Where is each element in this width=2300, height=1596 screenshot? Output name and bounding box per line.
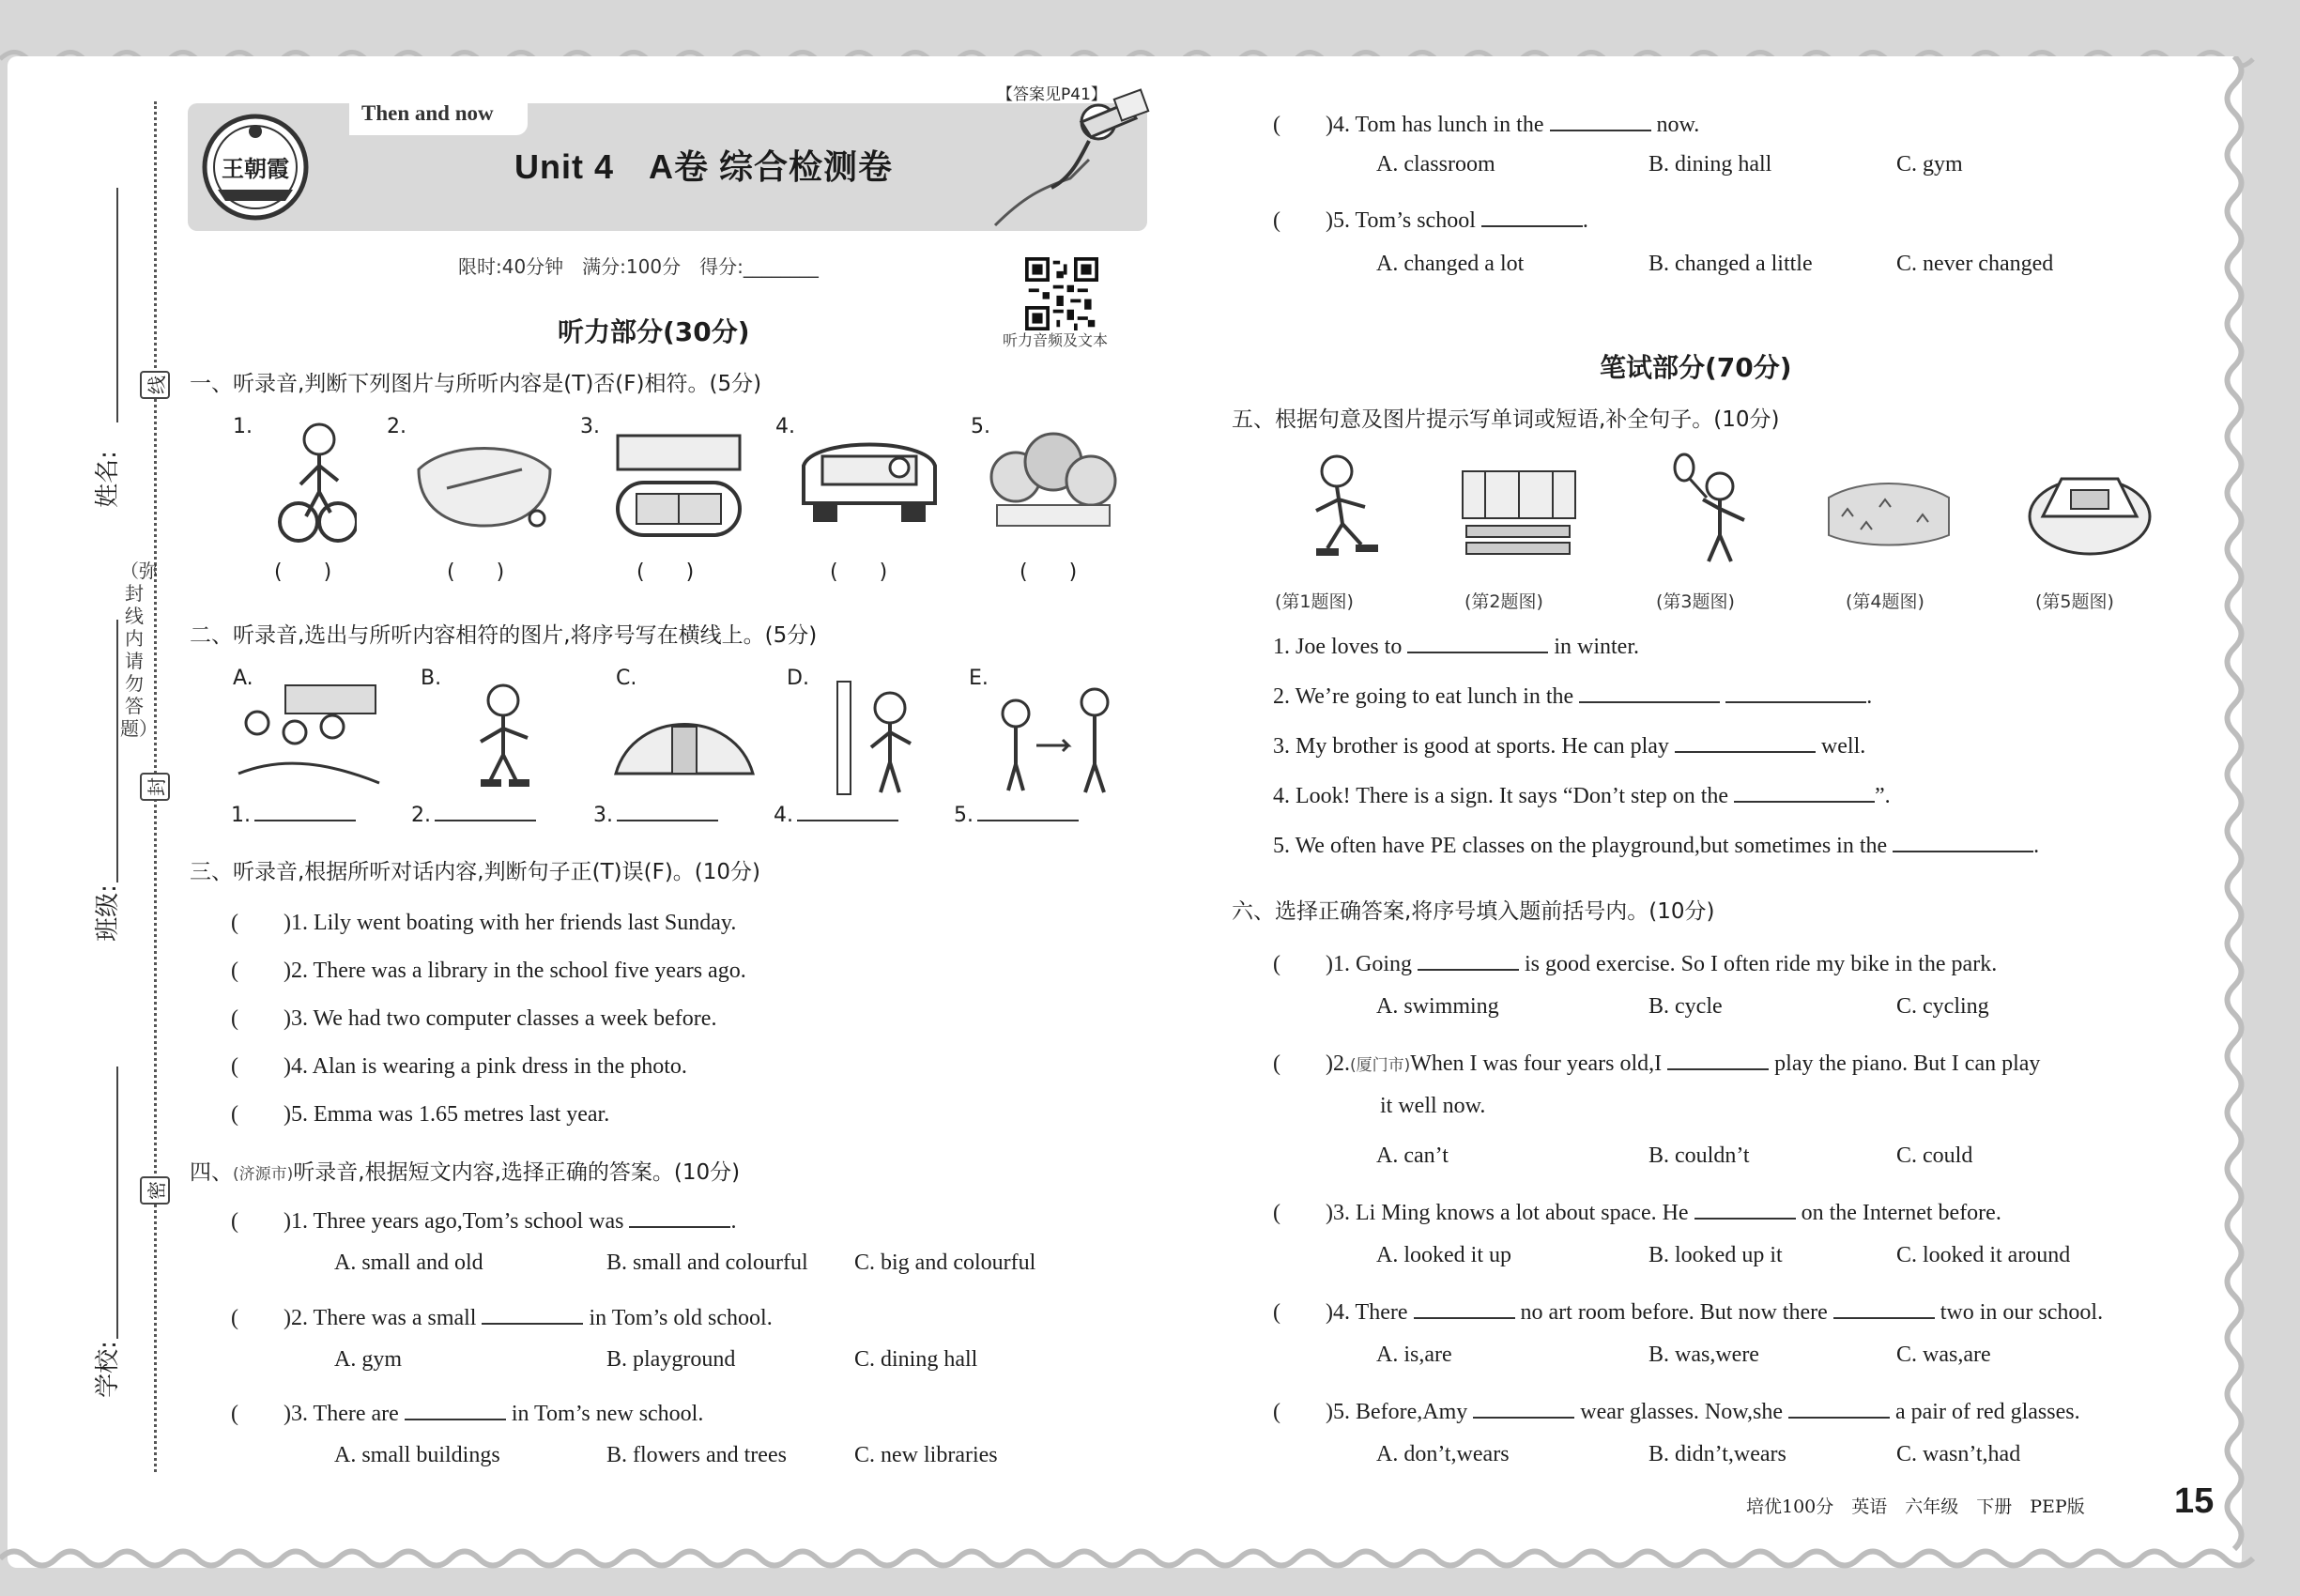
s5-q1-blank[interactable]	[1407, 635, 1548, 653]
s2-answer-4[interactable]	[774, 804, 898, 827]
s6-q5-opt-c: C. wasn’t,had	[1896, 1442, 2021, 1466]
s4-q3	[231, 1394, 703, 1427]
binding-note: （弥封线内请勿答题）	[120, 560, 158, 740]
s5-q3-text: 3. My brother is good at sports. He can play	[1273, 734, 1669, 759]
gym-building-picture	[2024, 464, 2155, 561]
s4-q2-opt-b: B. playground	[606, 1347, 736, 1372]
boy-with-telescope-illustration	[986, 84, 1155, 235]
s6-q4	[1273, 1293, 2103, 1326]
s6-q2-blank[interactable]	[1667, 1051, 1769, 1070]
s4-region-tag: (济源市)	[233, 1165, 294, 1184]
s2-letter-b: B.	[421, 667, 442, 690]
s5-q1-end: in winter.	[1554, 635, 1639, 659]
svg-text:王朝霞: 王朝霞	[222, 155, 289, 182]
s6-q1-text: ( )1. Going	[1273, 952, 1412, 976]
s5-q4-end: ”.	[1875, 784, 1891, 808]
s6-q1-opt-b: B. cycle	[1648, 994, 1723, 1019]
s2-answer-2-num: 2.	[411, 804, 431, 827]
s5-q4-text: 4. Look! There is a sign. It says “Don’t step on the	[1273, 784, 1729, 808]
s4-q2-opt-a: A. gym	[334, 1347, 402, 1372]
s5-q5-blank[interactable]	[1893, 834, 2033, 852]
s4-q4	[1273, 105, 1699, 138]
s6-q3-opt-a: A. looked it up	[1376, 1243, 1511, 1267]
s5-caption-3: (第3题图)	[1656, 591, 1735, 612]
s5-q4-blank[interactable]	[1734, 784, 1875, 803]
s4-q3-blank[interactable]	[405, 1402, 506, 1420]
s6-q5-mid: wear glasses. Now,she	[1580, 1400, 1783, 1424]
s1-num-2: 2.	[387, 415, 406, 438]
s1-answer-2[interactable]: ( )	[447, 560, 505, 584]
s2-answer-5[interactable]	[954, 804, 1079, 827]
s6-q1-opt-a: A. swimming	[1376, 994, 1499, 1019]
school-label: 学校:	[93, 1341, 122, 1398]
section-2-title: 二、听录音,选出与所听内容相符的图片,将序号写在横线上。(5分)	[190, 623, 818, 648]
s4-q1-end: .	[730, 1209, 737, 1234]
s5-q1	[1273, 635, 1639, 660]
s4-q4-text: ( )4. Tom has lunch in the	[1273, 113, 1544, 137]
s1-num-1: 1.	[233, 415, 253, 438]
s2-answer-3[interactable]	[593, 804, 718, 827]
s6-q2-opt-a: A. can’t	[1376, 1143, 1449, 1168]
qr-code[interactable]	[1025, 257, 1098, 330]
s4-q1-opt-a: A. small and old	[334, 1251, 483, 1275]
boy-cycling-picture	[272, 419, 357, 545]
s6-q2-end: play the piano. But I can play	[1774, 1051, 2041, 1076]
s6-q3-end: on the Internet before.	[1801, 1201, 2001, 1225]
s4-q5-opt-c: C. never changed	[1896, 252, 2054, 276]
s5-q5-end: .	[2033, 834, 2040, 858]
s6-q3-opt-b: B. looked up it	[1648, 1243, 1783, 1267]
writing-part-title: 笔试部分(70分)	[1600, 352, 1792, 383]
s4-q3-opt-b: B. flowers and trees	[606, 1443, 787, 1467]
school-playground-picture	[608, 426, 749, 541]
roller-skating-girl-picture	[460, 680, 544, 796]
s6-q5-blank-2[interactable]	[1788, 1400, 1890, 1419]
s4-q4-opt-b: B. dining hall	[1648, 152, 1772, 176]
s4-q5-end: .	[1582, 208, 1588, 233]
s6-q2-opt-b: B. couldn’t	[1648, 1143, 1750, 1168]
s4-q2-text: ( )2. There was a small	[231, 1306, 477, 1330]
s4-q1-text: ( )1. Three years ago,Tom’s school was	[231, 1209, 624, 1234]
class-field-line[interactable]	[116, 620, 118, 882]
skating-boy-picture	[1296, 451, 1389, 567]
s4-q1-opt-c: C. big and colourful	[854, 1251, 1036, 1275]
s4-title-main: 听录音,根据短文内容,选择正确的答案。(10分)	[293, 1160, 741, 1185]
s6-q5	[1273, 1392, 2080, 1425]
s3-item-5: ( )5. Emma was 1.65 metres last year.	[231, 1102, 610, 1127]
s4-q2-end: in Tom’s old school.	[589, 1306, 773, 1330]
s2-answer-1[interactable]	[231, 804, 356, 827]
s6-q4-text: ( )4. There	[1273, 1300, 1408, 1325]
s2-answer-4-line[interactable]	[797, 805, 898, 821]
s5-q5	[1273, 834, 2039, 859]
name-field-line[interactable]	[116, 188, 118, 422]
s6-q2-continuation: it well now.	[1380, 1094, 1486, 1118]
s5-caption-5: (第5题图)	[2035, 591, 2114, 612]
s6-q4-opt-c: C. was,are	[1896, 1343, 1991, 1367]
s6-q4-end: two in our school.	[1940, 1300, 2104, 1325]
s2-answer-4-num: 4.	[774, 804, 793, 827]
s6-q1-blank[interactable]	[1418, 952, 1519, 971]
s1-num-3: 3.	[580, 415, 600, 438]
s4-q1-opt-b: B. small and colourful	[606, 1251, 808, 1275]
s6-q3-blank[interactable]	[1694, 1201, 1796, 1220]
s1-answer-3[interactable]: ( )	[636, 560, 695, 584]
s4-q1-blank[interactable]	[629, 1209, 730, 1228]
s1-num-4: 4.	[775, 415, 795, 438]
s6-q2-text: ( )2.	[1273, 1051, 1350, 1076]
s6-q4-mid: no art room before. But now there	[1520, 1300, 1828, 1325]
s4-q3-opt-a: A. small buildings	[334, 1443, 500, 1467]
s1-answer-1[interactable]: ( )	[274, 560, 332, 584]
s4-q2-opt-c: C. dining hall	[854, 1347, 978, 1372]
s5-q1-text: 1. Joe loves to	[1273, 635, 1403, 659]
page-title: Unit 4 A卷 综合检测卷	[514, 147, 894, 186]
name-label: 姓名:	[93, 451, 122, 508]
s6-q3-opt-c: C. looked it around	[1896, 1243, 2071, 1267]
s6-q5-opt-a: A. don’t,wears	[1376, 1442, 1510, 1466]
s4-q4-blank[interactable]	[1550, 113, 1651, 131]
s5-q5-text: 5. We often have PE classes on the playground,but sometimes in the	[1273, 834, 1888, 858]
s1-num-5: 5.	[971, 415, 990, 438]
s2-answer-2[interactable]	[411, 804, 536, 827]
s4-q2-blank[interactable]	[482, 1306, 583, 1325]
s5-q3	[1273, 734, 1865, 760]
sports-meeting-picture	[229, 680, 383, 792]
s4-q3-text: ( )3. There are	[231, 1402, 399, 1426]
s2-answer-5-num: 5.	[954, 804, 974, 827]
s4-q4-opt-c: C. gym	[1896, 152, 1963, 176]
s5-q2-blank-2[interactable]	[1725, 684, 1866, 703]
s2-letter-e: E.	[969, 667, 989, 690]
s2-answer-2-line[interactable]	[435, 805, 536, 821]
s6-q4-blank-2[interactable]	[1833, 1300, 1935, 1319]
s2-letter-a: A.	[233, 667, 253, 690]
s4-q1	[231, 1202, 736, 1235]
s6-q4-opt-a: A. is,are	[1376, 1343, 1452, 1367]
binding-mark-close: 密	[140, 1176, 170, 1205]
s2-letter-c: C.	[616, 667, 637, 690]
s6-q5-text: ( )5. Before,Amy	[1273, 1400, 1468, 1424]
s4-q5-text: ( )5. Tom’s school	[1273, 208, 1476, 233]
s3-item-4: ( )4. Alan is wearing a pink dress in the photo.	[231, 1054, 687, 1079]
car-picture	[794, 419, 944, 537]
s4-q3-end: in Tom’s new school.	[511, 1402, 704, 1426]
s2-answer-5-line[interactable]	[977, 805, 1079, 821]
s6-q1-end: is good exercise. So I often ride my bike in the park.	[1524, 952, 1998, 976]
s5-q4	[1273, 784, 1891, 809]
section-3-title: 三、听录音,根据所听对话内容,判断句子正(T)误(F)。(10分)	[190, 860, 761, 884]
s6-q4-blank-1[interactable]	[1414, 1300, 1515, 1319]
grass-lawn-picture	[1823, 469, 1955, 554]
s6-q4-opt-b: B. was,were	[1648, 1343, 1759, 1367]
s4-q5-opt-b: B. changed a little	[1648, 252, 1813, 276]
s2-answer-3-num: 3.	[593, 804, 613, 827]
wavy-border-right	[2206, 56, 2262, 1558]
s4-q3-opt-c: C. new libraries	[854, 1443, 998, 1467]
section-1-title: 一、听录音,判断下列图片与所听内容是(T)否(F)相符。(5分)	[190, 372, 762, 396]
s4-q5-blank[interactable]	[1481, 208, 1583, 227]
boating-lake-picture	[409, 432, 560, 535]
wavy-border-bottom	[0, 1540, 2300, 1577]
s6-q5-opt-b: B. didn’t,wears	[1648, 1442, 1786, 1466]
s6-q3-text: ( )3. Li Ming knows a lot about space. He	[1273, 1201, 1689, 1225]
s4-q4-end: now.	[1656, 113, 1700, 137]
unit-subtitle: Then and now	[361, 101, 494, 125]
s6-q2-region-tag: (厦门市)	[1349, 1056, 1411, 1075]
s4-q5	[1273, 201, 1588, 234]
page-number: 15	[2174, 1481, 2215, 1521]
s2-letter-d: D.	[787, 667, 809, 690]
s3-item-1: ( )1. Lily went boating with her friends last Sunday.	[231, 911, 737, 935]
exam-meta: 限时:40分钟 满分:100分 得分:________	[458, 255, 819, 278]
book-footer: 培优100分 英语 六年级 下册 PEP版	[1746, 1496, 2085, 1517]
s5-caption-1: (第1题图)	[1275, 591, 1354, 612]
height-measure-boy-picture	[830, 678, 933, 800]
s3-item-3: ( )3. We had two computer classes a week before.	[231, 1006, 717, 1031]
s5-q2-blank-1[interactable]	[1579, 684, 1720, 703]
s5-q3-end: well.	[1820, 734, 1866, 759]
s5-q2-text: 2. We’re going to eat lunch in the	[1273, 684, 1574, 709]
section-6-title: 六、选择正确答案,将序号填入题前括号内。(10分)	[1232, 899, 1715, 924]
section-4-title	[190, 1155, 740, 1186]
badminton-boy-picture	[1665, 449, 1763, 567]
planetarium-building-picture	[606, 689, 762, 783]
s5-q2-end: .	[1866, 684, 1873, 709]
qr-caption: 听力音频及文本	[1003, 331, 1109, 349]
s5-caption-2: (第2题图)	[1464, 591, 1543, 612]
s4-title-pre: 四、	[190, 1160, 233, 1185]
s1-answer-5[interactable]: ( )	[1020, 560, 1078, 584]
trees-garden-picture	[988, 421, 1119, 533]
class-label: 班级:	[93, 884, 122, 942]
dining-hall-picture	[1457, 466, 1581, 560]
s4-q2	[231, 1298, 773, 1331]
s4-q5-opt-a: A. changed a lot	[1376, 252, 1525, 276]
s6-q3	[1273, 1193, 2001, 1226]
s6-q1	[1273, 944, 1997, 977]
section-5-title: 五、根据句意及图片提示写单词或短语,补全句子。(10分)	[1232, 407, 1780, 432]
s1-answer-4[interactable]: ( )	[830, 560, 888, 584]
s6-q5-end: a pair of red glasses.	[1895, 1400, 2080, 1424]
s3-item-2: ( )2. There was a library in the school five years ago.	[231, 959, 746, 983]
school-field-line[interactable]	[116, 1067, 118, 1339]
s6-q5-blank-1[interactable]	[1473, 1400, 1574, 1419]
s5-caption-4: (第4题图)	[1846, 591, 1924, 612]
s2-answer-3-line[interactable]	[617, 805, 718, 821]
s6-q1-opt-c: C. cycling	[1896, 994, 1989, 1019]
s6-q2	[1273, 1044, 2040, 1077]
answer-reference: 【答案见P41】	[997, 85, 1107, 104]
s4-q4-opt-a: A. classroom	[1376, 152, 1495, 176]
s6-q2-mid: When I was four years old,I	[1410, 1051, 1663, 1076]
s5-q3-blank[interactable]	[1675, 734, 1816, 753]
s5-q2	[1273, 684, 1872, 710]
s2-answer-1-line[interactable]	[254, 805, 356, 821]
s6-q2-opt-c: C. could	[1896, 1143, 1973, 1168]
binding-mark-seal: 封	[140, 773, 170, 801]
growing-up-picture	[993, 680, 1121, 796]
s2-answer-1-num: 1.	[231, 804, 251, 827]
listening-part-title: 听力部分(30分)	[558, 316, 750, 347]
publisher-seal-logo	[199, 111, 312, 223]
binding-mark-line: 线	[140, 371, 170, 399]
